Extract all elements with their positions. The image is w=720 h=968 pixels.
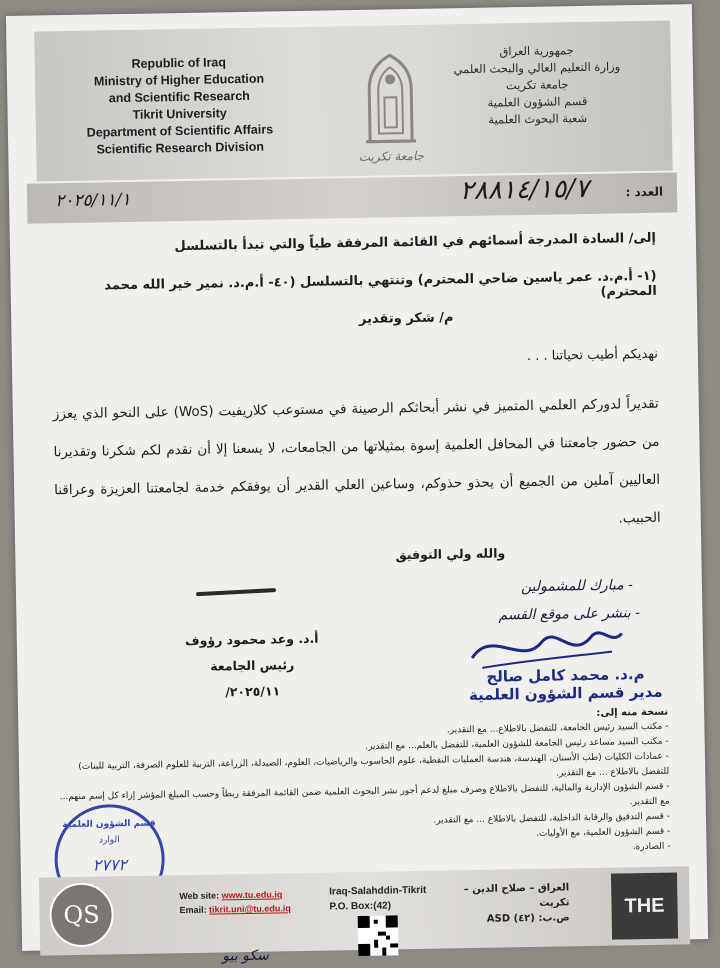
address-english: Iraq-Salahddin-Tikrit P.O. Box:(42) xyxy=(329,884,427,913)
president-signature-block xyxy=(177,626,328,707)
website-link: www.tu.edu.iq xyxy=(221,889,283,901)
director-title: مدير قسم الشؤون العلمية xyxy=(468,682,663,705)
the-logo-icon: THE xyxy=(611,872,678,939)
handwritten-note-1: - مبارك للمشمولين xyxy=(520,577,633,596)
letterhead xyxy=(34,20,673,181)
cc-item: - قسم الشؤون الإدارية والمالية، للتفضل بالاطلاع وصرف مبلغ لدعم أجور نشر البحوث العلمية ضمن القائمة المرفقة ربطاً وحسب المبلغ المؤشر إزاء كل إسم منهم... مع التقدير. xyxy=(59,781,670,808)
cc-item: - الصادرة. xyxy=(632,841,671,853)
president-name: أ.د. وعد محمود رؤوف xyxy=(184,630,319,649)
letterhead-arabic: جمهورية العراق وزارة التعليم العالي والبحث العلمي جامعة تكريت قسم الشؤون العلمية شعبة البحوث العلمية xyxy=(453,43,621,127)
director-name: م.د. محمد كامل صالح xyxy=(486,665,645,686)
letter-footer xyxy=(39,866,690,955)
reference-number: ٢٨٨١٤/١٥/٧ xyxy=(459,173,590,207)
recipient-line-1: إلى/ السادة المدرجة أسمائهم في القائمة المرفقة طياً والتي تبدأ بالتسلسل xyxy=(174,230,657,255)
contact-info: Web site: www.tu.edu.iq Email: tikrit.uni@tu.edu.iq xyxy=(179,889,291,916)
handwritten-bottom-note: سكو بيو xyxy=(222,947,269,965)
director-signature-block xyxy=(445,664,686,704)
cc-item: - قسم الشؤون العلمية، مع الأوليات. xyxy=(536,826,671,839)
cc-title: نسخة منه إلى: xyxy=(596,706,669,719)
logo-caption: جامعة تكريت xyxy=(358,148,425,164)
qs-logo-icon: QS xyxy=(49,882,114,947)
president-signature-mark xyxy=(196,588,276,596)
letterhead-english: Republic of Iraq Ministry of Higher Education and Scientific Research Tikrit University Department of Scientific Affairs Scientific Research Division xyxy=(86,55,274,157)
reference-label: العدد : xyxy=(625,184,664,200)
closing-line: والله ولي التوفيق xyxy=(395,545,506,563)
qr-code-icon xyxy=(358,915,399,956)
address-arabic: العراق – صلاح الدين – تكريت ص.ب: (٤٢) ASD xyxy=(463,882,570,925)
reference-bar xyxy=(27,172,678,223)
greeting: نهديكم أطيب تحياتنا . . . xyxy=(526,346,659,365)
cc-item: - عمادات الكليات (طب الأسنان، الهندسة، هندسة العمليات النفطية، علوم الحاسوب والرياضيات، العلوم، الصيدلة، الزراعة، التربية للعلوم الصرفة، التربية للبنات) للتفضل بالاطلاع ... مع التقدير. xyxy=(78,751,670,779)
president-title: رئيس الجامعة xyxy=(210,657,295,674)
email-link: tikrit.uni@tu.edu.iq xyxy=(208,903,291,915)
handwritten-note-2: - بنشر على موقع القسم xyxy=(498,605,641,624)
subject-line: م/ شكر وتقدير xyxy=(358,310,454,327)
letter-paragraph: تقديراً لدوركم العلمي المتميز في نشر أبحاثكم الرصينة في مستوعب كلاريفيت (WoS) على النحو الذي يعزز من حضور جامعتنا في المحافل العلمية إسوة بمثيلاتها من الجامعات، لا يسعنا إلا أن نقدم لكم شكرنا وتقديرنا العاليين آملين من الجميع أن يحذو حذوكم، وساعين العلي القدير أن يوفقكم خدمة لجامعتنا العزيزة وعراقنا الحبيب. xyxy=(52,395,661,527)
cc-item: - مكتب السيد رئيس الجامعة، للتفضل بالاطلاع... مع التقدير. xyxy=(446,721,669,736)
cc-item: - قسم التدقيق والرقابة الداخلية، للتفضل بالاطلاع ... مع التقدير. xyxy=(433,811,671,826)
cc-item: - مكتب السيد مساعد رئيس الجامعة للشؤون العلمية، للتفضل بالعلم... مع التقدير. xyxy=(365,736,669,752)
recipient-line-2: (١- أ.م.د. عمر ياسين ضاحي المحترم) وتنتهي بالتسلسل (٤٠- أ.م.د. نمير خير الله محمد المحترم) xyxy=(104,268,657,300)
letter-page xyxy=(6,4,708,965)
incoming-stamp: قسم الشؤون العلمية الوارد ٢٧٧٢ xyxy=(54,803,166,915)
university-logo xyxy=(335,48,447,170)
president-date: ٢٠٢٥/١١/ xyxy=(225,683,281,700)
reference-date: ٢٠٢٥/١١/١ xyxy=(54,189,131,212)
